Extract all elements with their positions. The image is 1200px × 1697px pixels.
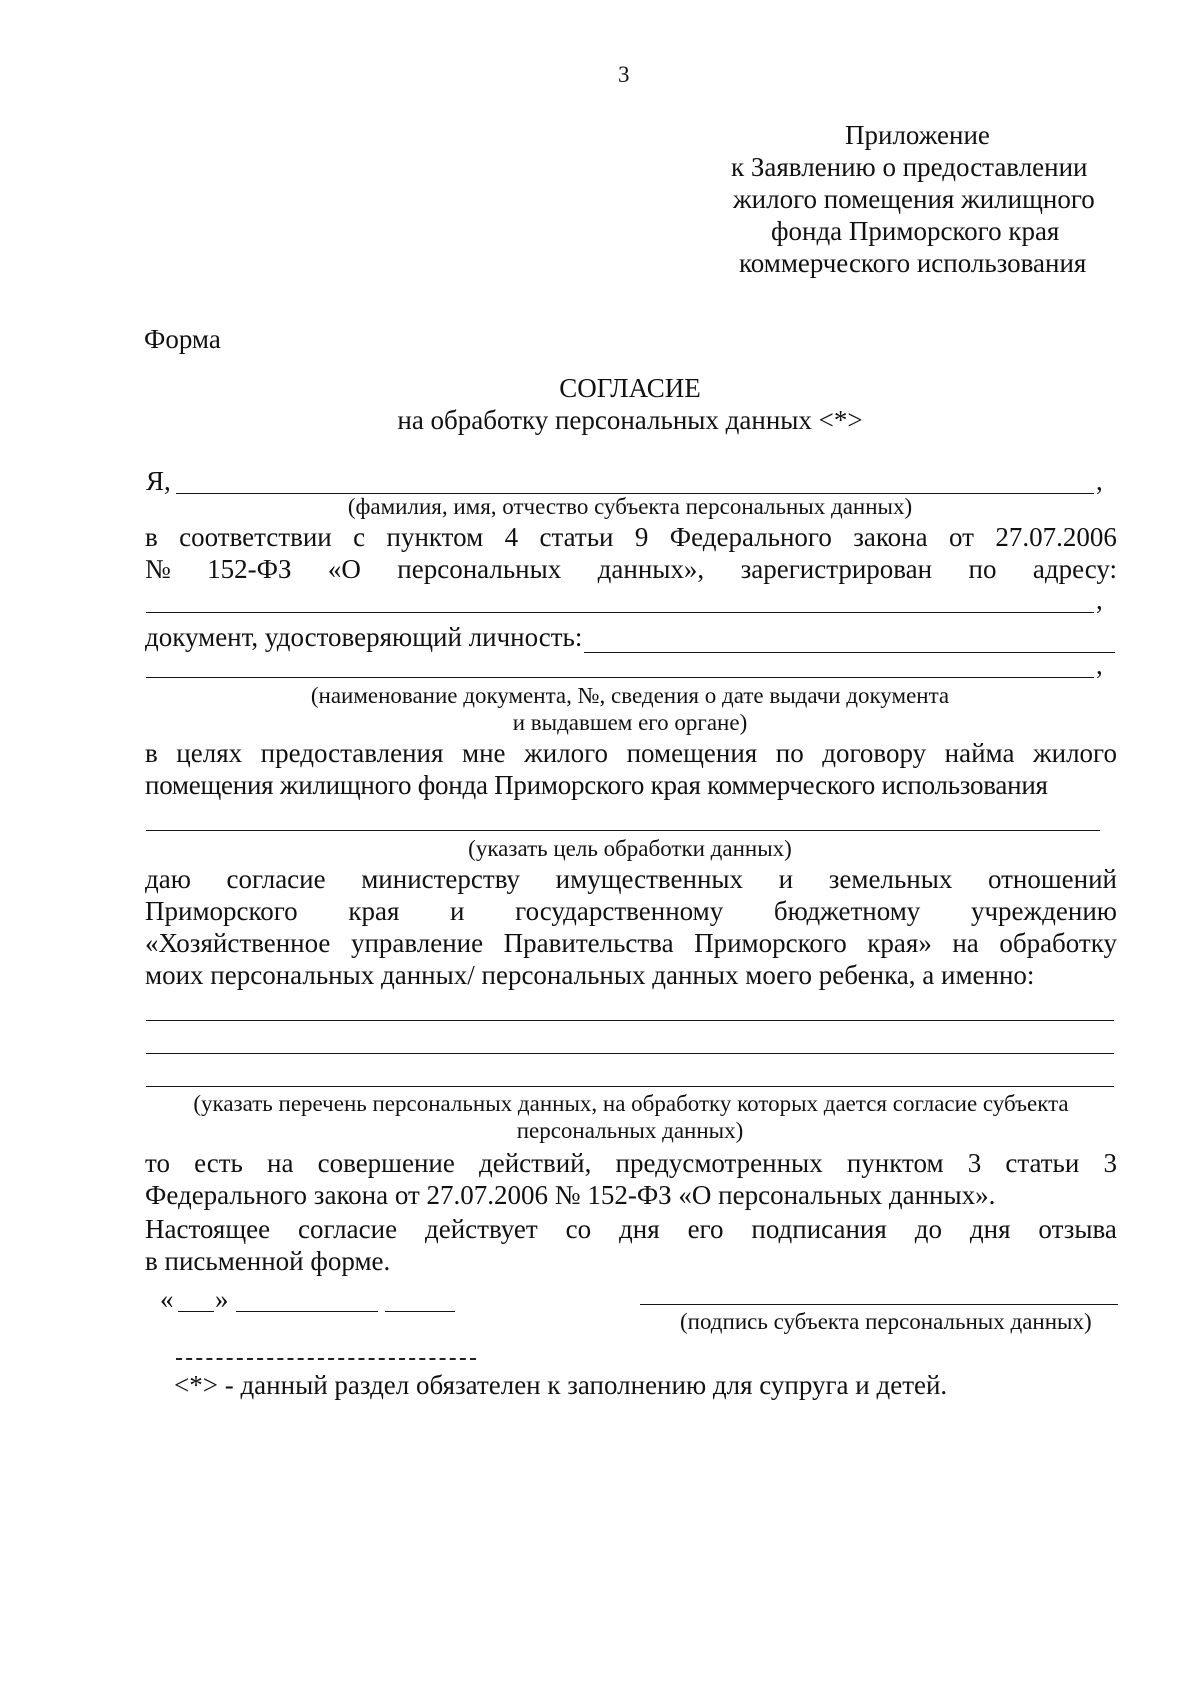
purpose-caption: (указать цель обработки данных) [468,836,792,861]
actions-line2: Федерального закона от 27.07.2006 № 152-ФЗ «О персональных данных». [145,1180,996,1210]
validity-line1: Настоящее согласие действует со дня его подписания до дня отзыва [145,1214,1117,1244]
name-comma: , [1096,466,1103,496]
appendix-line-5: коммерческого использования [739,248,1087,278]
consent-line2: Приморского края и государственному бюджетному учреждению [145,896,1117,926]
list-caption-line2: персональных данных) [516,1118,744,1143]
para1-line2: № 152-ФЗ «О персональных данных», зарегистрирован по адресу: [145,554,1117,584]
id-document-row [145,622,1117,653]
consent-line1: даю согласие министерству имущественных и земельных отношений [145,864,1117,894]
date-day-field[interactable] [178,1311,214,1312]
appendix-line-1: Приложение [845,120,990,150]
address-comma: , [1096,585,1103,615]
footnote-separator [176,1358,476,1360]
name-caption: (фамилия, имя, отчество субъекта персональных данных) [347,494,913,519]
data-list-line-2[interactable] [146,1053,1114,1054]
actions-line1: то есть на совершение действий, предусмотренных пунктом 3 статьи 3 [145,1148,1117,1178]
purpose-line2: помещения жилищного фонда Приморского края коммерческого использования [145,770,1048,800]
appendix-line-4: фонда Приморского края [771,216,1060,246]
list-caption-line1: (указать перечень персональных данных, на обработку которых дается согласие субъекта [193,1091,1069,1116]
footnote: <*> - данный раздел обязателен к заполнению для супруга и детей. [174,1370,948,1400]
date-month-field[interactable] [236,1311,378,1312]
id-document-field-line[interactable] [584,628,1115,653]
id-document-comma: , [1096,650,1103,680]
id-caption-line2: и выдавшем его органе) [512,710,748,735]
date-year-field[interactable] [385,1311,455,1312]
para1-line1: в соответствии с пунктом 4 статьи 9 Федерального закона от 27.07.2006 [145,522,1117,552]
name-prefix: Я, [146,466,171,496]
appendix-line-3: жилого помещения жилищного [733,184,1095,214]
id-document-field-line-2[interactable] [146,677,1094,678]
validity-line2: в письменной форме. [145,1246,391,1276]
id-caption-line1: (наименование документа, №, сведения о дате выдачи документа [310,683,950,708]
document-subtitle: на обработку персональных данных <*> [397,405,863,435]
purpose-line1: в целях предоставления мне жилого помещения по договору найма жилого [145,738,1117,768]
signature-field-line[interactable] [640,1304,1118,1305]
document-title: СОГЛАСИЕ [559,373,701,403]
id-document-label: документ, удостоверяющий личность: [145,622,583,652]
appendix-line-2: к Заявлению о предоставлении [731,152,1088,182]
consent-line4: моих персональных данных/ персональных данных моего ребенка, а именно: [145,960,1035,990]
date-open-quote: « [160,1284,174,1314]
data-list-line-1[interactable] [146,1020,1114,1021]
data-list-line-3[interactable] [146,1086,1114,1087]
date-close-quote: » [215,1284,229,1314]
address-field-line[interactable] [146,612,1094,613]
consent-line3: «Хозяйственное управление Правительства Приморского края» на обработку [145,928,1117,958]
page-number: 3 [618,62,630,87]
purpose-field-line[interactable] [146,830,1100,831]
form-label: Форма [144,324,221,354]
signature-caption: (подпись субъекта персональных данных) [680,1309,1092,1334]
